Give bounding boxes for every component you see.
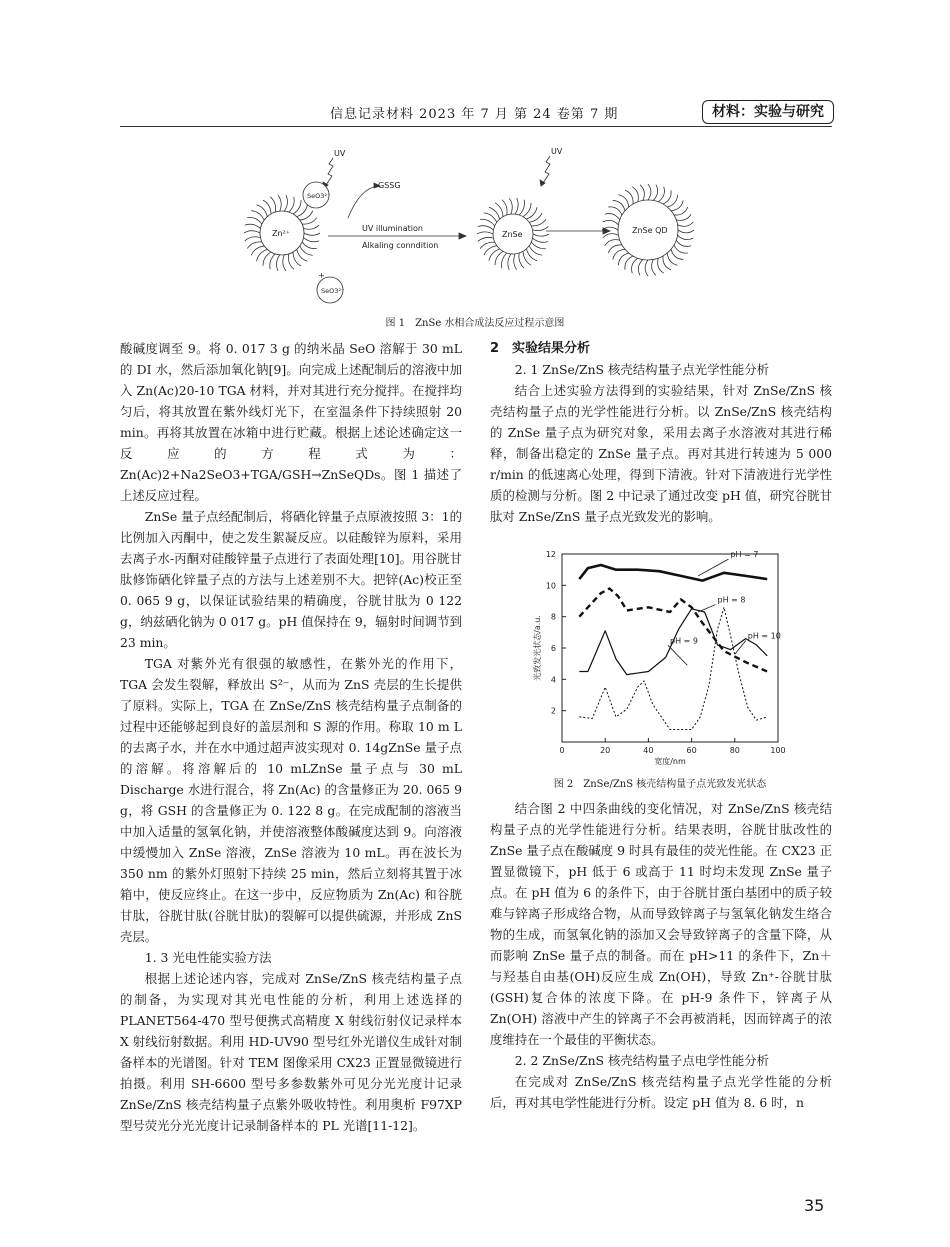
ligand-hair <box>304 238 320 242</box>
ligand-hair <box>302 242 317 249</box>
subsection-heading: 1. 3 光电性能实验方法 <box>144 950 272 965</box>
ligand-hair <box>663 256 671 270</box>
y-tick-label: 6 <box>550 644 556 653</box>
y-axis-label: 光致发光状态/a.u. <box>533 615 542 681</box>
ligand-hair <box>632 258 638 273</box>
figure2-caption: 图 2 ZnSe/ZnS 核壳结构量子点光致发光状态 <box>553 779 767 790</box>
ligand-hair <box>648 184 651 200</box>
figure1-caption: 图 1 ZnSe 水相合成法反应过程示意图 <box>385 318 565 329</box>
ligand-hair <box>270 254 275 269</box>
ligand-hair <box>293 252 301 266</box>
ligand-hair <box>508 254 511 270</box>
y-tick-label: 8 <box>550 612 556 622</box>
ligand-hair <box>495 203 503 217</box>
ligand-hair <box>519 200 524 215</box>
ligand-hair <box>645 260 648 276</box>
series-annotation: pH = 7 <box>730 550 759 560</box>
y-tick-label: 10 <box>545 581 556 591</box>
x-axis-label: 宽度/nm <box>654 757 686 766</box>
ligand-hair <box>613 249 625 259</box>
ligand-hair <box>608 245 622 253</box>
ligand-hair <box>526 249 537 261</box>
ligand-hair <box>251 211 264 220</box>
ligand-hair <box>289 197 294 212</box>
ligand-hair <box>489 249 500 261</box>
ligand-hair <box>478 237 494 241</box>
ligand-hair <box>484 213 497 222</box>
ligand-hair <box>270 197 275 212</box>
ligand-hair <box>529 246 542 255</box>
ligand-hair <box>533 227 549 231</box>
zn-label: Zn²⁺ <box>272 229 290 238</box>
ligand-hair <box>300 246 313 255</box>
seo3-label-b: SeO3²⁻ <box>321 287 345 295</box>
ligand-hair <box>509 198 512 214</box>
ligand-hair <box>283 255 286 271</box>
ligand-hair <box>671 200 683 210</box>
ligand-hair <box>278 195 281 211</box>
ligand-hair <box>477 232 493 234</box>
subsection-heading: 2. 2 ZnSe/ZnS 核壳结构量子点电学性能分析 <box>514 1053 770 1068</box>
ligand-hair <box>653 185 657 201</box>
ligand-hair <box>658 187 664 202</box>
ligand-hair <box>523 251 531 265</box>
x-tick-label: 80 <box>729 746 740 755</box>
ligand-hair <box>257 249 268 261</box>
series-annotation: pH = 10 <box>747 631 781 641</box>
ligand-hair <box>302 218 317 225</box>
ligand-hair <box>640 185 644 201</box>
ligand-hair <box>263 200 271 214</box>
ligand-hair <box>297 205 308 217</box>
ligand-hair <box>526 207 537 219</box>
section-heading: 2 实验结果分析 <box>490 341 591 356</box>
paragraph: TGA 对紫外光有很强的敏感性，在紫外光的作用下，TGA 会发生裂解，释放出 S²⁻，从而为 ZnS 壳层的生长提供了原料。实际上，TGA 在 ZnSe/ZnS 核壳结构量子点制备的过程中还能够起到良好的盖层剂和 S 源的作用。称取 10 m L 的去离子水，并在水中通过超声波实现对 0. 14gZnSe 量子点的溶解。将溶解后的 10 mLZnSe 量子点与 30 mL Discharge 水进行混合，将 Zn(Ac) 的含量修正为 20. 065 9 g，将 GSH 的含量修正为 0. 122 8 g。在完成配制的溶液当中加入适量的氢氧化钠，并使溶液整体酸碱度达到 9。向溶液中缓慢加入 ZnSe 溶液，ZnSe 溶液为 10 mL。再在波长为 350 nm 的紫外灯照射下持续 25 min，然后立刻将其置于冰箱中，使反应终止。在这一步中，反应物质为 Zn(Ac) 和谷胱甘肽，谷胱甘肽(谷胱甘肽)的裂解可以提供硫源，并形成 ZnS 壳层。 <box>120 656 462 944</box>
ligand-hair <box>276 255 279 271</box>
uv-label-2: UV <box>551 147 563 156</box>
ligand-hair <box>671 249 683 259</box>
x-tick-label: 100 <box>770 746 786 755</box>
gssg-label: GSSG <box>378 181 401 190</box>
ligand-hair <box>652 260 656 276</box>
ligand-hair <box>515 198 518 214</box>
right-column-bottom <box>490 798 832 1113</box>
ligand-hair <box>678 230 694 233</box>
ligand-hair <box>533 238 549 242</box>
ligand-hair <box>284 195 287 211</box>
right-column-top <box>490 338 832 527</box>
ligand-hair <box>489 207 500 219</box>
ligand-hair <box>676 240 691 246</box>
page-number: 35 <box>804 1196 825 1215</box>
ligand-hair <box>247 217 262 224</box>
ligand-hair <box>674 207 688 215</box>
y-tick-label: 2 <box>550 706 556 716</box>
x-tick-label: 60 <box>686 746 697 755</box>
ligand-hair <box>251 246 264 255</box>
header-rule <box>120 126 832 127</box>
ligand-hair <box>244 231 260 233</box>
seo3-label-a: SeO3²⁻ <box>307 192 331 200</box>
figure2-chart <box>520 544 800 774</box>
ligand-hair <box>502 253 507 268</box>
x-tick-label: 0 <box>559 746 565 755</box>
ligand-hair <box>678 235 694 239</box>
ligand-hair <box>478 226 494 230</box>
y-tick-label: 12 <box>545 550 556 559</box>
ligand-hair <box>288 254 293 269</box>
series-line-ph10 <box>579 607 767 729</box>
arrow-bottom-label: Alkaling conndition <box>362 241 439 250</box>
ligand-hair <box>245 237 261 241</box>
journal-header: 信息记录材料 2023 年 7 月 第 24 卷第 7 期 <box>330 107 619 122</box>
ligand-hair <box>484 246 497 255</box>
paragraph: 结合图 2 中四条曲线的变化情况，对 ZnSe/ZnS 核壳结构量子点的光学性能进行分析。结果表明，谷胱甘肽改性的 ZnSe 量子点在酸碱度 9 时具有最佳的荧光性能。在 CX23 正置显微镜下，pH 低于 6 或高于 11 时均未发现 ZnSe 量子点。在 pH 值为 6 的条件下，由于谷胱甘蛋白基团中的质子较难与锌离子形成络合物，从而导致锌离子与氢氧化钠发生络合物的生成，而氢氧化钠的添加又会导致锌离子的含量下降，从而影响 ZnSe 量子点的制备。而在 pH>11 的条件下，Zn＋与羟基自由基(OH)反应生成 Zn(OH)，导致 Zn⁺-谷胱甘肽(GSH)复合体的浓度下降。在 pH-9 条件下，锌离子从 Zn(OH) 溶液中产生的锌离子不会再被消耗，因而锌离子的浓度维持在一个最佳的平衡状态。 <box>490 801 832 1047</box>
ligand-hair <box>297 249 308 261</box>
ligand-hair <box>625 190 633 204</box>
figure1-diagram <box>230 138 710 308</box>
ligand-hair <box>304 233 320 235</box>
x-tick-label: 20 <box>600 746 611 755</box>
arrow-top-label: UV illumination <box>362 224 423 233</box>
paragraph: ZnSe 量子点经配制后，将硒化锌量子点原液按照 3：1的比例加入丙酮中，使之发生絮凝反应。以硅酸锌为原料，采用去离子水-丙酮对硅酸锌量子点进行了表面处理[10]。用谷胱甘肽修饰硒化锌量子点的方法与上述差别不大。把锌(Ac)校正至 0. 065 9 g，以保证试验结果的精确度，谷胱甘肽为 0 122 g，纳兹硒化钠为 0 017 g。pH 值保持在 9，辐射时间调节到 23 min。 <box>120 509 462 650</box>
y-tick-label: 4 <box>550 675 556 685</box>
ligand-hair <box>603 220 619 224</box>
section-tag: 材料：实验与研究 <box>702 100 834 124</box>
x-tick-label: 40 <box>643 746 654 755</box>
gssg-arrow <box>348 186 378 218</box>
znse-label: ZnSe <box>502 230 523 239</box>
paragraph: 在完成对 ZnSe/ZnS 核壳结构量子点光学性能的分析后，再对其电学性能进行分析。设定 pH 值为 8. 6 时，n <box>490 1074 832 1110</box>
series-line-ph7 <box>579 565 767 581</box>
ligand-hair <box>304 225 320 229</box>
ligand-hair <box>603 234 619 238</box>
ligand-hair <box>618 253 628 265</box>
paragraph: 结合上述实验方法得到的实验结果，针对 ZnSe/ZnS 核壳结构量子点的光学性能进行分析。以 ZnSe/ZnS 核壳结构的 ZnSe 量子点为研究对象，采用去离子水溶液对其进行稀释，制备出稳定的 ZnSe 量子点。再对其进行转速为 5 000 r/min 的低速离心处理，得到下清液。针对下清液进行光学性质的检测与分析。图 2 中记录了通过改变 pH 值，研究谷胱甘肽对 ZnSe/ZnS 量子点光致发光的影响。 <box>490 383 832 524</box>
ligand-hair <box>667 253 677 265</box>
ligand-hair <box>247 242 262 249</box>
annotation-pointer <box>668 645 687 665</box>
ligand-hair <box>300 211 313 220</box>
ligand-hair <box>531 242 546 249</box>
series-annotation: pH = 8 <box>717 595 746 605</box>
ligand-hair <box>605 214 620 220</box>
ligand-hair <box>245 224 261 228</box>
ligand-hair <box>618 195 628 207</box>
annotation-pointer <box>698 605 715 612</box>
paragraph: 酸碱度调至 9。将 0. 017 3 g 的纳米晶 SeO 溶解于 30 mL 的 DI 水，然后添加氧化钠[9]。向完成上述配制后的溶液中加入 Zn(Ac)20-10 TGA 材料，并对其进行充分搅拌。在搅拌均匀后，将其放置在紫外线灯光下，在室温条件下持续照射 20 min。再将其放置在冰箱中进行贮藏。根据上述论述确定这一反应的方程式为：Zn(Ac)2+Na2SeO3+TGA/GSH→ZnSeQDs。图 1 描述了上述反应过程。 <box>120 341 462 503</box>
ligand-hair <box>480 219 495 226</box>
znse-qd-label: ZnSe QD <box>632 226 668 235</box>
ligand-hair <box>667 195 677 207</box>
plus-label: + <box>318 271 325 280</box>
uv-label-1: UV <box>334 149 346 158</box>
series-annotation: pH = 9 <box>670 636 698 646</box>
paragraph: 根据上述论述内容，完成对 ZnSe/ZnS 核壳结构量子点的制备，为实现对其光电性能的分析，利用上述选择的 PLANET564-470 型号便携式高精度 X 射线衍射仪记录样本 X 射线衍射数据。利用 HD-UV90 型号红外光谱仪生成针对制备样本的光谱图。针对 TEM 图像采用 CX23 正置显微镜进行拍摄。利用 SH-6600 型号多参数紫外可见分光光度计记录 ZnSe/ZnS 核壳结构量子点紫外吸收特性。利用奥析 F97XP 型号荧光分光光度计记录制备样本的 PL 光谱[11-12]。 <box>120 971 462 1133</box>
ligand-hair <box>613 200 625 210</box>
ligand-hair <box>531 219 546 226</box>
ligand-hair <box>514 254 517 270</box>
ligand-hair <box>678 222 694 226</box>
left-column <box>120 338 462 1136</box>
ligand-hair <box>257 205 268 217</box>
ligand-hair <box>533 234 549 236</box>
ligand-hair <box>480 242 495 249</box>
ligand-hair <box>529 213 542 222</box>
ligand-hair <box>638 260 642 276</box>
subsection-heading: 2. 1 ZnSe/ZnS 核壳结构量子点光学性能分析 <box>514 362 770 377</box>
